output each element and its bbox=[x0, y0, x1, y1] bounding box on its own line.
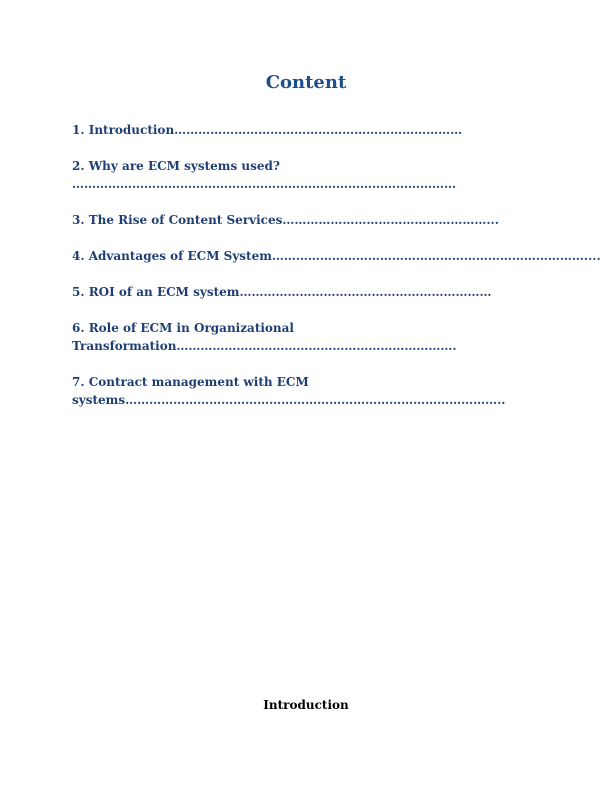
toc-entry-why-ecm-used-leader: …………………………………………………………………………………… bbox=[72, 177, 456, 191]
toc-entry-rise-of-content-services: 3. The Rise of Content Services……………………………………………... bbox=[72, 213, 499, 227]
toc-entry-why-ecm-used: 2. Why are ECM systems used? bbox=[72, 159, 280, 173]
toc-title: Content bbox=[265, 72, 347, 93]
toc-entry-contract-management-continued: systems………………………………………………………………………………….. bbox=[72, 393, 506, 407]
section-heading-introduction: Introduction bbox=[263, 698, 349, 712]
toc-entry-role-of-ecm-continued: Transformation……………………………………………………………. bbox=[72, 339, 457, 353]
toc-entry-introduction: 1. Introduction……………………………………………………………… bbox=[72, 123, 463, 137]
toc-entry-contract-management: 7. Contract management with ECM bbox=[72, 375, 309, 389]
toc-entry-advantages-of-ecm: 4. Advantages of ECM System…………………………………………………………………….... bbox=[72, 249, 601, 263]
toc-entry-role-of-ecm: 6. Role of ECM in Organizational bbox=[72, 321, 294, 335]
toc-entry-roi-of-ecm: 5. ROI of an ECM system……………………………………………………… bbox=[72, 285, 492, 299]
